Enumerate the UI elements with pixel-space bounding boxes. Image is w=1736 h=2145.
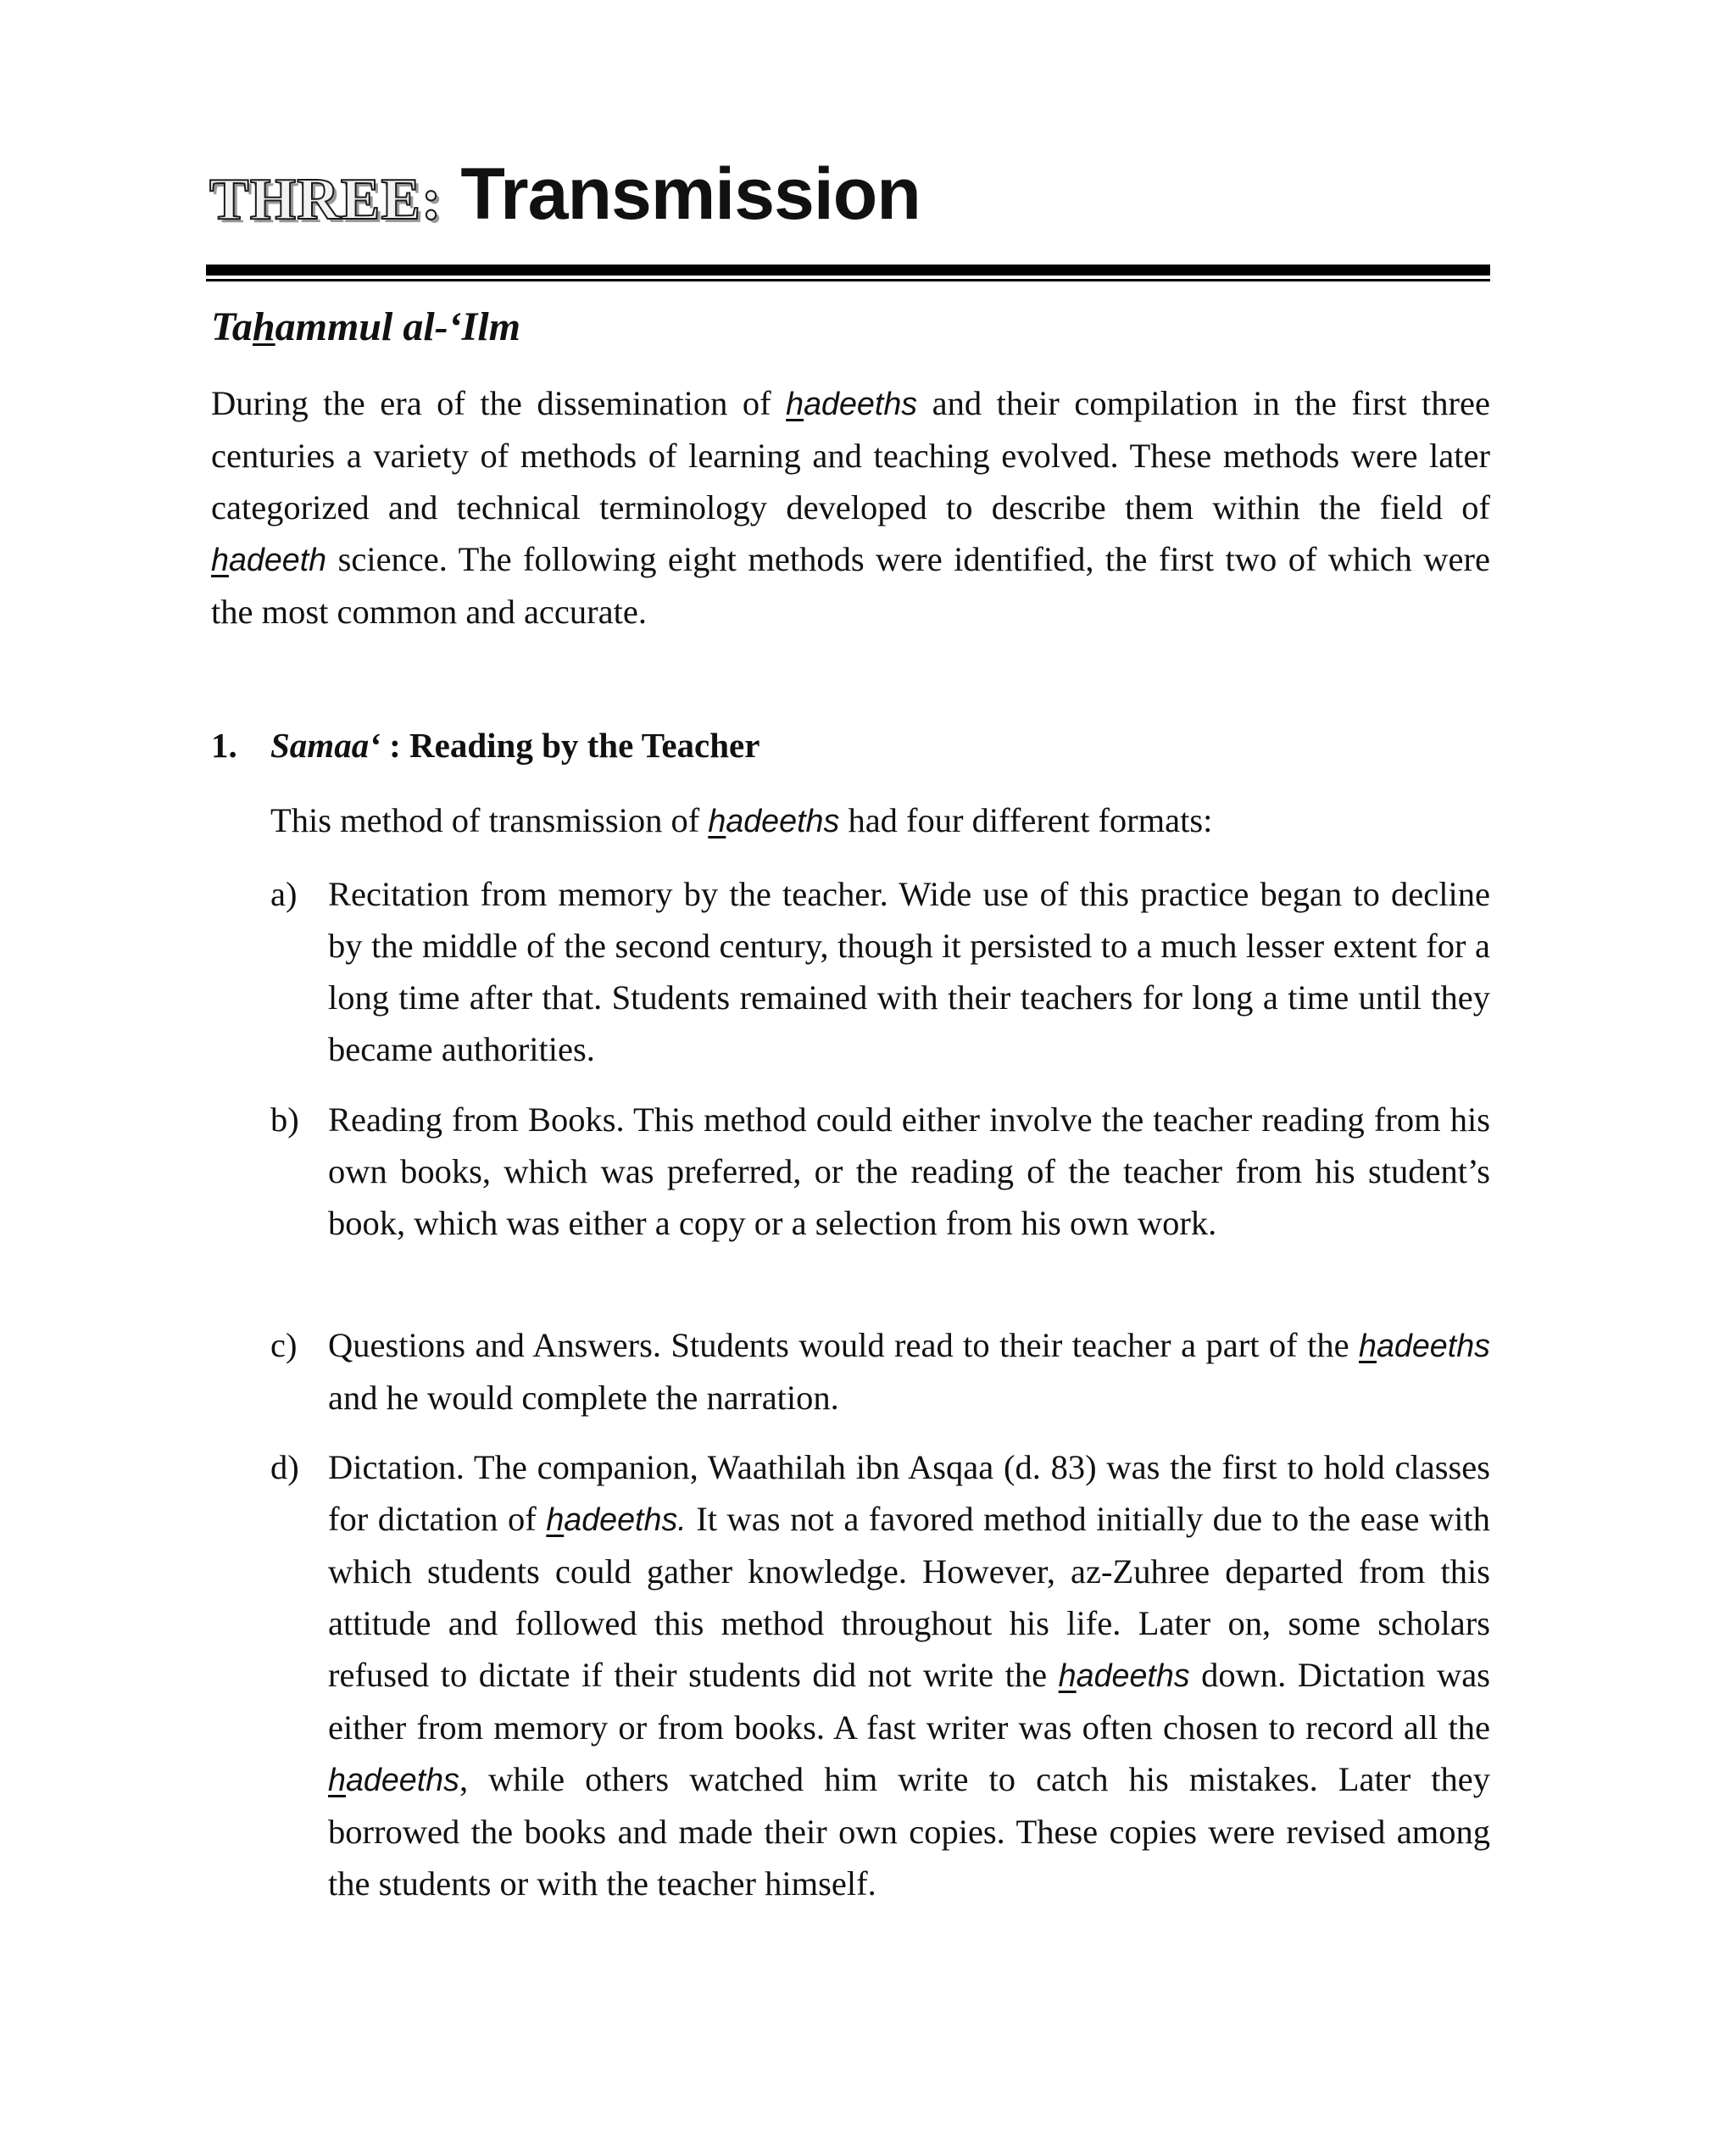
list-item-text xyxy=(328,1441,1490,1909)
chapter-title: Transmission xyxy=(460,153,921,235)
term-underlined-letter: h xyxy=(1058,1658,1077,1693)
list-item-text: Reading from Books. This method could either involve the teacher reading from his own books, which was preferred, or the reading of the teacher from his student’s book, which was either a copy or a selection from his own work. xyxy=(328,1100,1490,1242)
list-marker: c) xyxy=(270,1326,298,1364)
item-text: and he would complete the narration. xyxy=(328,1379,839,1417)
formats-intro xyxy=(270,794,1212,847)
item-text: , while others watched him write to catch his mistakes. Later they borrowed the books and made their own copies. These copies were revised among the students or with the teacher himself. xyxy=(328,1760,1490,1903)
transliterated-term xyxy=(546,1502,686,1537)
list-marker: b) xyxy=(270,1100,299,1139)
intro-paragraph xyxy=(211,377,1490,638)
term-rest: adeeths xyxy=(804,386,918,421)
formats-intro-text: This method of transmission of xyxy=(270,801,709,839)
term-rest: adeeths xyxy=(1076,1658,1190,1693)
section-heading-suffix: ammul al-‘Ilm xyxy=(275,304,520,349)
chapter-heading xyxy=(209,153,921,254)
term-rest: adeeths xyxy=(345,1762,459,1797)
term-rest: adeeths xyxy=(726,803,840,838)
transliterated-term xyxy=(1059,1658,1190,1693)
term-rest: adeeths. xyxy=(564,1502,687,1537)
term-underlined-letter: h xyxy=(786,386,804,421)
term-underlined-letter: h xyxy=(708,803,726,838)
section-heading-prefix: Ta xyxy=(211,304,253,349)
list-item-text: Recitation from memory by the teacher. Wide use of this practice began to decline by the middle of the second century, though it persisted to a much lesser extent for a long time after that. Students remained with their teachers for long a time until they became authorities. xyxy=(328,875,1490,1068)
heading-rule-thin xyxy=(206,279,1490,281)
term-underlined-letter: h xyxy=(546,1502,565,1537)
section-heading-underlined: h xyxy=(252,304,275,349)
intro-text: During the era of the dissemination of xyxy=(211,384,787,422)
method-term: Samaa‘ xyxy=(270,726,381,765)
heading-rule-thick xyxy=(206,265,1490,276)
section-heading xyxy=(211,304,520,350)
term-underlined-letter: h xyxy=(1359,1328,1377,1363)
method-heading xyxy=(211,725,760,766)
transliterated-term xyxy=(328,1762,459,1797)
formats-intro-text: had four different formats: xyxy=(839,801,1213,839)
item-text: Dictation. The companion, Waathilah ibn Asqaa (d. 83) was the first to hold classes for dictation of xyxy=(328,1448,1490,1538)
intro-text: science. The following eight methods were identified, the first two of which were the most common and accurate. xyxy=(211,540,1490,631)
item-text: It was not a favored method initially due to the ease with which students could gather knowledge. However, az-Zuhree departed from this attitude and followed this method throughout his life. Later on, some scholars refused to dictate if their students did not write the xyxy=(328,1500,1491,1694)
transliterated-term xyxy=(211,542,326,577)
chapter-number: THREE: xyxy=(209,167,442,232)
term-rest: adeeths xyxy=(1376,1328,1490,1363)
item-text: Questions and Answers. Students would read to their teacher a part of the xyxy=(328,1326,1360,1364)
transliterated-term xyxy=(708,803,839,838)
transliterated-term xyxy=(786,386,917,421)
intro-text: and their compilation in the first three centuries a variety of methods of learning and teaching evolved. These methods were later categorized and technical terminology developed to describe them within the field of xyxy=(211,384,1490,526)
transliterated-term xyxy=(1359,1328,1490,1363)
method-number: 1. xyxy=(211,726,237,765)
term-underlined-letter: h xyxy=(328,1762,346,1797)
method-title: : Reading by the Teacher xyxy=(380,726,760,765)
term-rest: adeeth xyxy=(228,542,327,577)
item-text: down. Dictation was either from memory or from books. A fast writer was often chosen to record all the xyxy=(328,1656,1490,1747)
list-marker: a) xyxy=(270,875,298,913)
list-item-text xyxy=(328,1319,1490,1424)
list-marker: d) xyxy=(270,1448,299,1486)
term-underlined-letter: h xyxy=(211,542,229,577)
